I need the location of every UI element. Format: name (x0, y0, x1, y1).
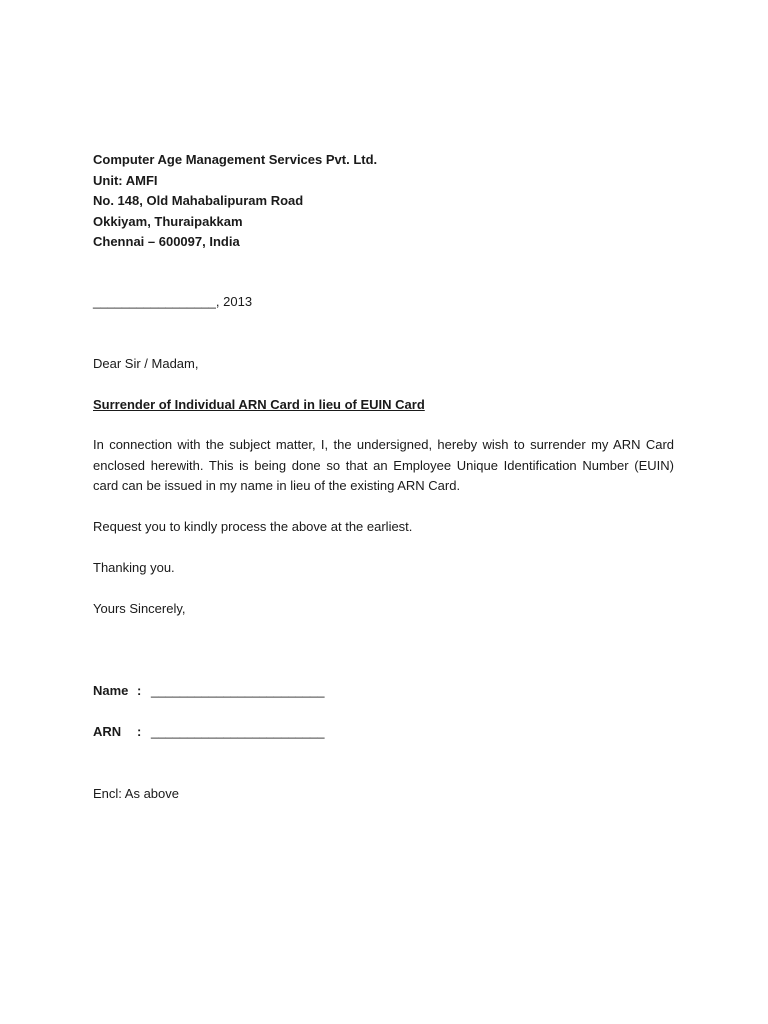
address-line-unit: Unit: AMFI (93, 172, 158, 188)
subject-line: Surrender of Individual ARN Card in lieu of EUIN Card (93, 397, 425, 412)
thanking-line: Thanking you. (93, 560, 175, 575)
recipient-address (93, 150, 683, 253)
name-colon: : (137, 683, 142, 698)
name-label: Name (93, 683, 129, 698)
address-line-city: Chennai – 600097, India (93, 234, 240, 249)
name-blank-line: ________________________ (151, 683, 325, 698)
arn-blank-line: ________________________ (151, 724, 325, 739)
address-line-company: Computer Age Management Services Pvt. Ltd. (93, 152, 378, 167)
salutation: Dear Sir / Madam, (93, 356, 199, 371)
request-paragraph: Request you to kindly process the above at the earliest. (93, 519, 413, 534)
address-line-street: No. 148, Old Mahabalipuram Road (93, 193, 304, 208)
enclosure-note: Encl: As above (93, 786, 179, 801)
closing-line: Yours Sincerely, (93, 601, 186, 616)
arn-colon: : (137, 724, 142, 739)
body-paragraph: In connection with the subject matter, I, the undersigned, hereby wish to surrender my ARN Card enclosed herewith. This is being done so that an Employee Unique Identification Number (EUIN) card can be issued in my name in lieu of the existing ARN Card. (93, 437, 674, 493)
name-field-row (93, 681, 325, 701)
arn-field-row (93, 722, 325, 742)
arn-label: ARN (93, 724, 122, 739)
date-line: _________________, 2013 (93, 294, 253, 309)
address-line-locality: Okkiyam, Thuraipakkam (93, 213, 243, 229)
